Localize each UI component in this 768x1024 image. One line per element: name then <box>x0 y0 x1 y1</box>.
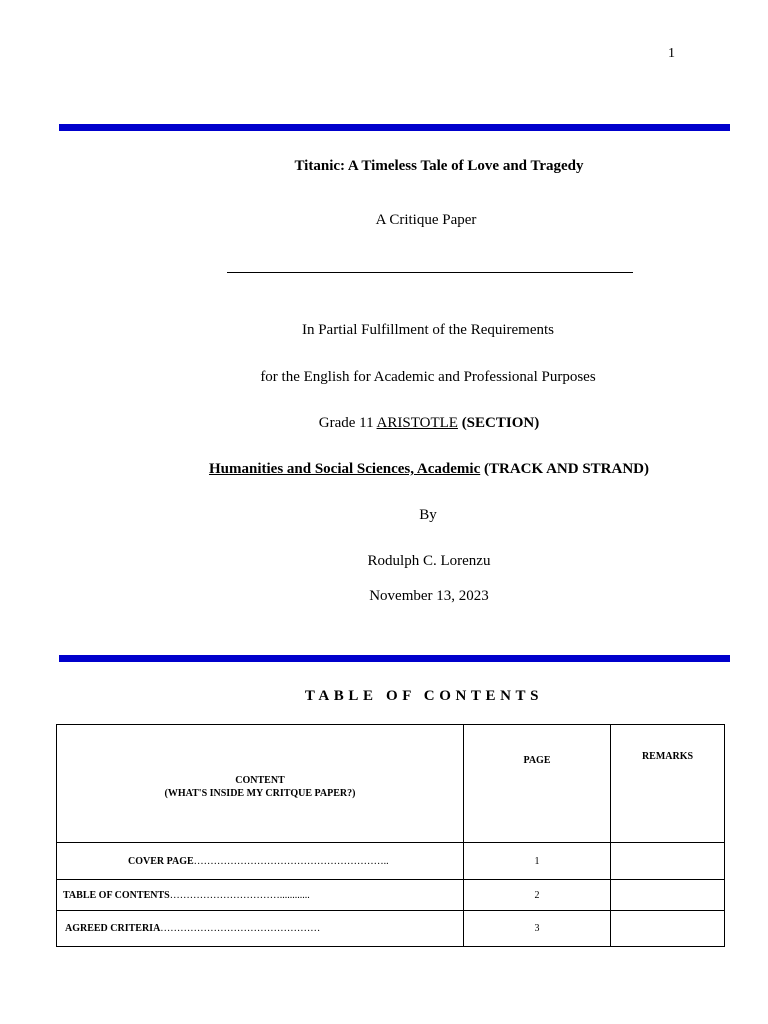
toc-page-cell: 1 <box>464 843 611 880</box>
author-name: Rodulph C. Lorenzu <box>367 553 491 569</box>
grade-section-name: ARISTOTLE <box>376 415 458 431</box>
toc-heading: TABLE OF CONTENTS <box>304 688 544 704</box>
grade-line <box>45 415 768 432</box>
toc-entry-label: TABLE OF CONTENTS……………………………............ <box>63 889 310 901</box>
by-label: By <box>419 507 437 523</box>
table-row <box>57 843 725 880</box>
table-row <box>57 880 725 911</box>
toc-header-content <box>57 725 464 843</box>
table-row <box>57 911 725 947</box>
top-divider <box>59 124 730 131</box>
toc-remarks-cell <box>611 880 725 911</box>
toc-header-page: PAGE <box>464 725 611 843</box>
track-name: Humanities and Social Sciences, Academic <box>208 461 481 477</box>
toc-header-remarks: REMARKS <box>611 725 725 843</box>
blank-underline <box>227 272 633 273</box>
page-number: 1 <box>668 46 675 61</box>
toc-remarks-cell <box>611 911 725 947</box>
toc-remarks-cell <box>611 843 725 880</box>
toc-page-cell: 2 <box>464 880 611 911</box>
toc-entry-cell <box>57 911 464 947</box>
toc-header-row <box>57 725 725 843</box>
toc-header-content-subtitle: (WHAT'S INSIDE MY CRITQUE PAPER?) <box>164 787 356 799</box>
toc-table <box>56 724 725 947</box>
paper-subtitle: A Critique Paper <box>375 212 477 228</box>
grade-section-label: (SECTION) <box>457 415 540 431</box>
fulfillment-line-2: for the English for Academic and Professional Purposes <box>260 369 596 385</box>
track-label: (TRACK AND STRAND) <box>480 461 649 477</box>
toc-header-content-title: CONTENT <box>235 774 285 786</box>
toc-entry-label: AGREED CRITERIA………………………………………… <box>65 923 321 934</box>
toc-entry-label: COVER PAGE………………………………………………….. <box>128 855 389 867</box>
grade-prefix: Grade 11 <box>318 415 377 431</box>
paper-title: Titanic: A Timeless Tale of Love and Tragedy <box>294 158 584 174</box>
bottom-divider <box>59 655 730 662</box>
toc-entry-cell <box>57 880 464 911</box>
toc-entry-cell <box>57 843 464 880</box>
track-line <box>45 461 768 478</box>
toc-page-cell: 3 <box>464 911 611 947</box>
paper-date: November 13, 2023 <box>369 588 489 604</box>
fulfillment-line-1: In Partial Fulfillment of the Requirements <box>301 322 555 338</box>
